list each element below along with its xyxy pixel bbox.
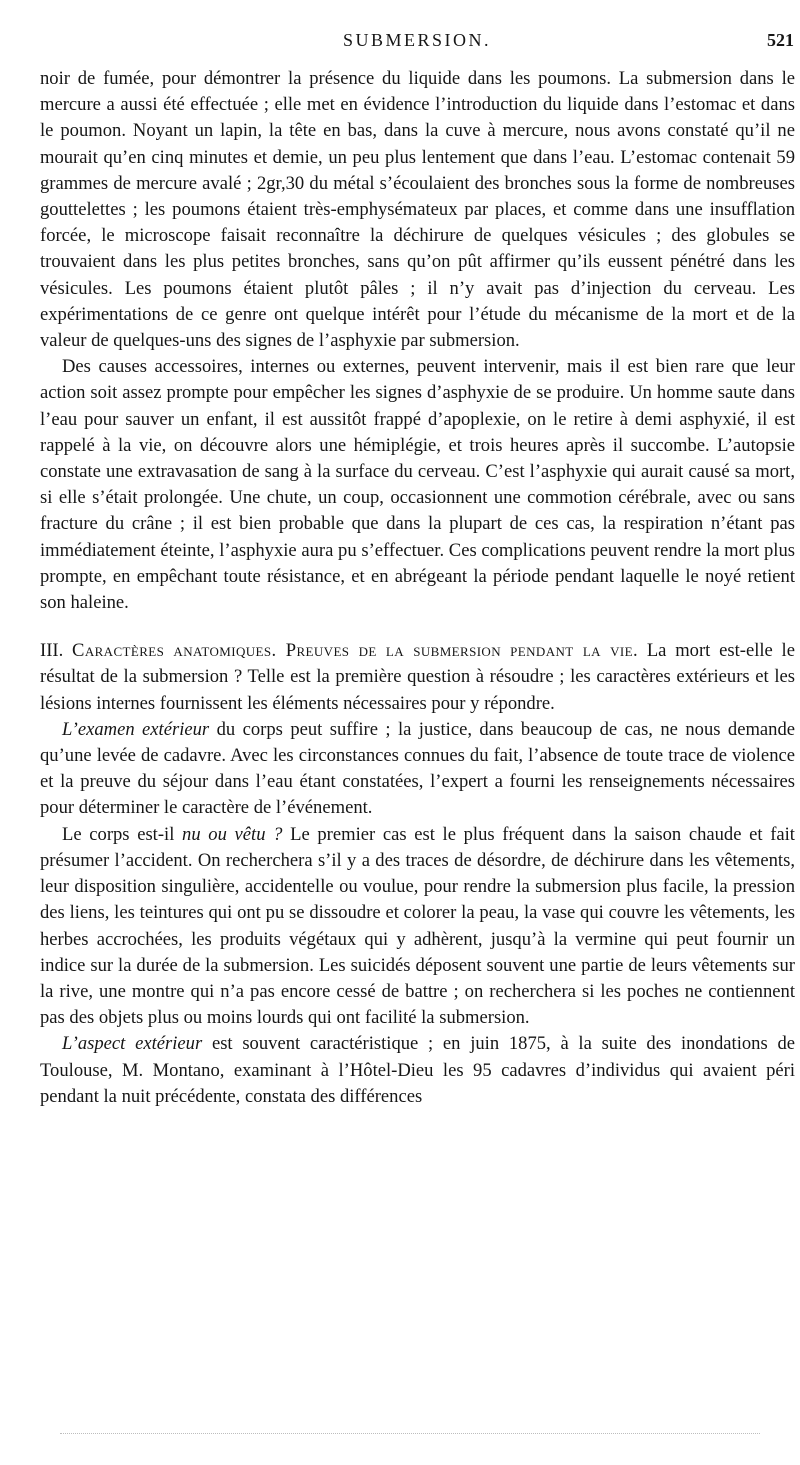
italic-term-nude-or-clothed: nu ou vêtu ? <box>182 823 283 845</box>
running-title: SUBMERSION. <box>342 30 492 50</box>
paragraph-external-exam <box>40 717 795 822</box>
section-intro-text: La mort est-elle le résultat de la submersion ? Telle est la première question à résoudre ; les caractères extérieurs et les lésions internes fournissent les éléments nécessaires pour y répondre. <box>40 640 795 714</box>
running-header <box>40 30 794 56</box>
paragraph-external-aspect-text: est souvent caractéristique ; en juin 1875, à la suite des inondations de Toulouse, M. Montano, examinant à l’Hôtel-Dieu les 95 cadavres d’individus qui avaient péri pendant la nuit précédente, constata des différences <box>40 1033 795 1107</box>
paragraph-clothed-body <box>40 822 795 1032</box>
page-body <box>40 66 795 1110</box>
section-heading: Caractères anatomiques. Preuves de la submersion pendant la vie. <box>72 640 639 662</box>
paragraph-clothed-lead: Le corps est-il <box>62 823 175 845</box>
paragraph-clothed-text: Le premier cas est le plus fréquent dans la saison chaude et fait présumer l’accident. On recherchera s’il y a des traces de désordre, de déchirure dans les vêtements, leur disposition singulière, accidentelle ou voulue, pour rendre la submersion plus facile, la pression des liens, les teintures qui ont pu se dissoudre et colorer la peau, la vase qui couvre les vêtements, les herbes accrochées, les produits végétaux qui y adhèrent, jusqu’à la vermine qui peut fournir un indice sur la durée de la submersion. Les suicidés déposent souvent une partie de leurs vêtements sur la rive, une montre qui n’a pas encore cessé de battre ; on recherchera si les poches ne contiennent pas des objets plus ou moins lourds qui ont facilité la submersion. <box>40 823 795 1029</box>
italic-term-external-aspect: L’aspect extérieur <box>62 1033 203 1055</box>
paragraph-mercury-experiment: noir de fumée, pour démontrer la présence du liquide dans les poumons. La submersion dans le mercure a aussi été effectuée ; elle met en évidence l’introduction du liquide dans l’estomac et dans le poumon. Noyant un lapin, la tête en bas, dans la cuve à mercure, nous avons constaté qu’il ne mourait qu’en cinq minutes et demie, un peu plus lentement que dans l’eau. L’estomac contenait 59 grammes de mercure avalé ; 2gr,30 du métal s’écoulaient des bronches sous la forme de nombreuses gouttelettes ; les poumons étaient très-emphysémateux par places, et comme dans une insufflation forcée, le microscope faisait reconnaître la déchirure de quelques vésicules ; des globules se trouvaient dans les plus petites bronches, sans qu’on pût affirmer qu’ils eussent pénétré dans les vésicules. Les poumons étaient plutôt pâles ; il n’y avait pas d’injection du cerveau. Les expérimentations de ce genre ont quelque intérêt pour l’étude du mécanisme de la mort et de la valeur de quelques-uns des signes de l’asphyxie par submersion. <box>40 68 795 352</box>
paragraph-accessory-causes: Des causes accessoires, internes ou externes, peuvent intervenir, mais il est bien rare que leur action soit assez prompte pour empêcher les signes d’asphyxie de se produire. Un homme saute dans l’eau pour sauver un enfant, il est aussitôt frappé d’apoplexie, on le retire à demi asphyxié, il est rappelé à la vie, on découvre alors une hémiplégie, et trois heures après il succombe. L’autopsie constate une extravasation de sang à la surface du cerveau. C’est l’asphyxie qui aurait causé sa mort, si elle s’était prolongée. Une chute, un coup, occasionnent une commotion cérébrale, avec ou sans fracture du crâne ; il est bien probable que dans la plupart de ces cas, la respiration n’étant pas immédiatement éteinte, l’asphyxie aura pu s’effectuer. Ces complications peuvent rendre la mort plus prompte, en empêchant toute résistance, et en abrégeant la période pendant laquelle le noyé retient son haleine. <box>40 356 795 614</box>
paragraph-external-aspect <box>40 1031 795 1110</box>
section-numeral: III. <box>40 640 64 662</box>
page-number: 521 <box>767 30 794 50</box>
paragraph-external-exam-text: du corps peut suffire ; la justice, dans beaucoup de cas, ne nous demande qu’une levée de cadavre. Avec les circonstances connues du fait, l’absence de toute trace de violence et la preuve du séjour dans l’eau étant constatées, l’expert a fourni les renseignements nécessaires pour déterminer le caractère de l’événement. <box>40 718 796 819</box>
italic-term-external-exam: L’examen extérieur <box>62 718 210 740</box>
section-anatomical-characters <box>40 638 795 717</box>
footer-bleed-through <box>60 1433 760 1435</box>
